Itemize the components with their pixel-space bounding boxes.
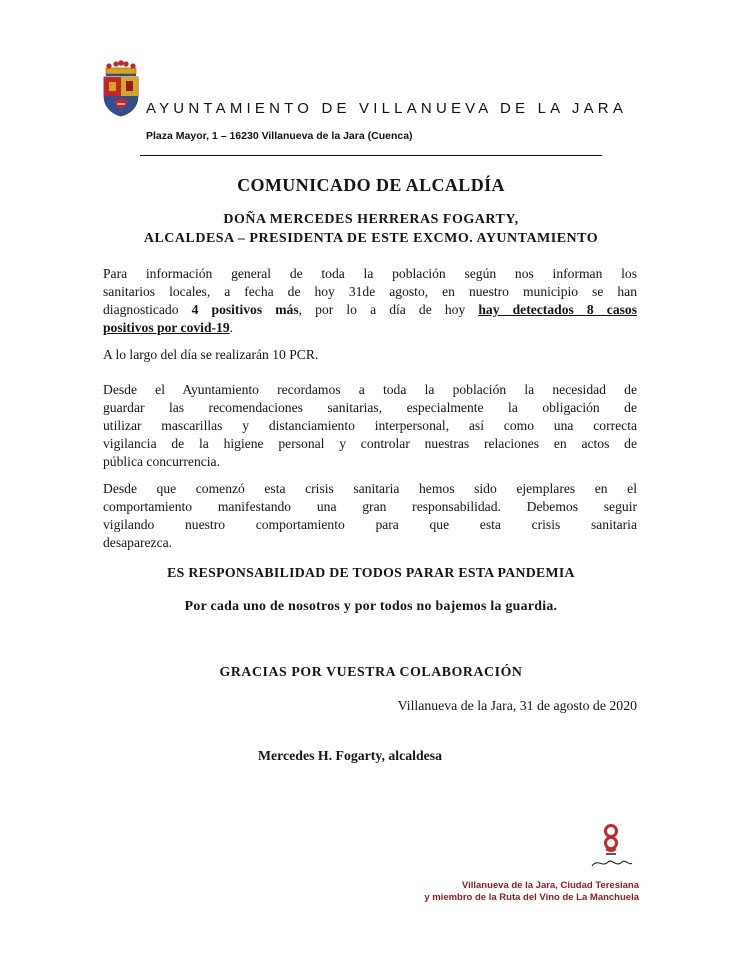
text-fragment: , por lo a día de hoy (298, 302, 479, 317)
paragraph-line: pública concurrencia. (103, 454, 220, 469)
paragraph-line: vigilancia de la higiene personal y controlar nuestras relaciones en actos de (103, 436, 637, 451)
paragraph-covid-cases (103, 265, 637, 337)
total-cases-highlight-cont: positivos por covid-19 (103, 320, 230, 335)
issuer-role: ALCALDESA – PRESIDENTA DE ESTE EXCMO. AYUNTAMIENTO (143, 231, 599, 246)
paragraph-line: vigilando nuestro comportamiento para que esta crisis sanitaria (103, 517, 637, 532)
thanks-statement: GRACIAS POR VUESTRA COLABORACIÓN (219, 664, 523, 679)
responsibility-statement: ES RESPONSABILIDAD DE TODOS PARAR ESTA PANDEMIA (167, 565, 575, 580)
text-fragment: . (229, 320, 234, 335)
organization-name: AYUNTAMIENTO DE VILLANUEVA DE LA JARA (146, 100, 628, 117)
footer-line-2: y miembro de la Ruta del Vino de La Manchuela (424, 892, 639, 903)
organization-address: Plaza Mayor, 1 – 16230 Villanueva de la Jara (Cuenca) (146, 130, 413, 142)
paragraph-line: Para información general de toda la población según nos informan los (103, 266, 637, 281)
paragraph-line: A lo largo del día se realizarán 10 PCR. (103, 347, 319, 362)
place-and-date: Villanueva de la Jara, 31 de agosto de 2020 (397, 698, 637, 713)
paragraph-line: guardar las recomendaciones sanitarias, especialmente la obligación de (103, 400, 637, 415)
paragraph-pcr (103, 346, 637, 364)
document-title: COMUNICADO DE ALCALDÍA (237, 175, 505, 195)
paragraph-recommendations (103, 381, 637, 471)
total-cases-highlight: hay detectados 8 casos (478, 302, 637, 317)
paragraph-responsibility (103, 480, 637, 552)
paragraph-line: utilizar mascarillas y distanciamiento interpersonal, así como una correcta (103, 418, 637, 433)
issuer-name: DOÑA MERCEDES HERRERAS FOGARTY, (223, 212, 519, 227)
paragraph-line: Desde que comenzó esta crisis sanitaria hemos sido ejemplares en el (103, 481, 637, 496)
signature: Mercedes H. Fogarty, alcaldesa (258, 748, 443, 763)
paragraph-line: comportamiento manifestando una gran responsabilidad. Debemos seguir (103, 499, 637, 514)
footer-line-1: Villanueva de la Jara, Ciudad Teresiana (461, 880, 639, 891)
new-positives-count: 4 positivos más (191, 302, 299, 317)
coat-of-arms-icon (100, 58, 142, 118)
guard-statement: Por cada uno de nosotros y por todos no bajemos la guardia. (184, 598, 558, 613)
text-fragment: diagnosticado (103, 302, 192, 317)
header-divider (140, 155, 602, 156)
paragraph-line: sanitarios locales, a fecha de hoy 31de agosto, en nuestro municipio se han (103, 284, 637, 299)
paragraph-line: desaparezca. (103, 535, 173, 550)
paragraph-line (103, 301, 637, 319)
paragraph-line: Desde el Ayuntamiento recordamos a toda la población la necesidad de (103, 382, 637, 397)
paragraph-line (103, 319, 637, 337)
huellas-logo-icon (586, 822, 636, 872)
